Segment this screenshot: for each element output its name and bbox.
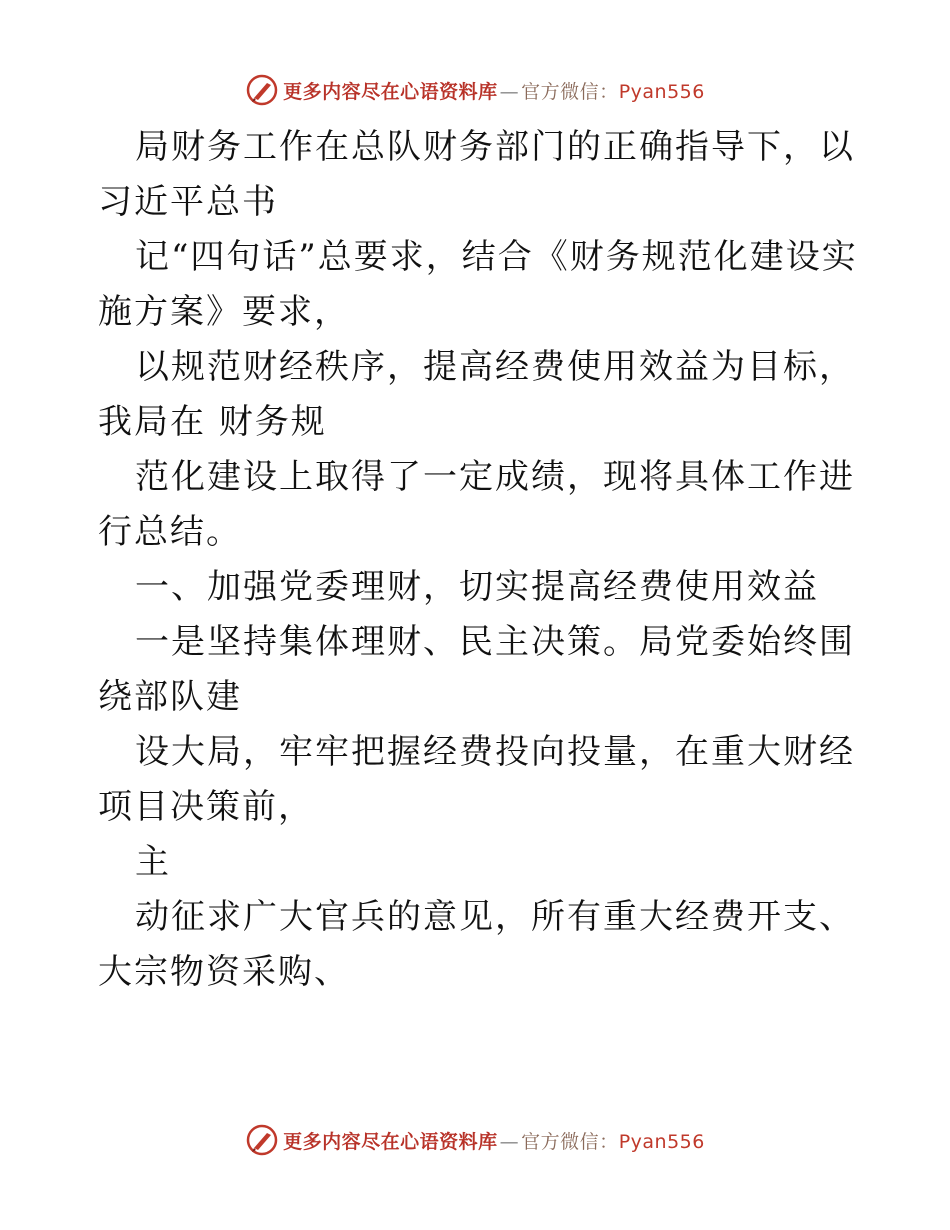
- banner-text: [283, 1127, 705, 1154]
- banner-main-text: 更多内容尽在心语资料库: [283, 1130, 498, 1153]
- paragraph: 动征求广大官兵的意见，所有重大经费开支、大宗物资采购、: [98, 897, 855, 992]
- paragraph: 主: [135, 842, 171, 882]
- banner-sub-text: 官方微信：: [521, 80, 619, 103]
- document-body: [98, 120, 858, 1000]
- banner-handle: Pyan556: [618, 80, 705, 103]
- banner-dash: —: [499, 80, 520, 103]
- paragraph: 以规范财经秩序，提高经费使用效益为目标，我局在 财务规: [98, 347, 855, 442]
- paragraph: 局财务工作在总队财务部门的正确指导下，以习近平总书: [98, 127, 855, 222]
- quill-pen-logo-icon: [245, 73, 279, 107]
- banner-sub-text: 官方微信：: [521, 1130, 619, 1153]
- section-heading: 一、加强党委理财，切实提高经费使用效益: [135, 567, 819, 607]
- footer-banner: [0, 1120, 950, 1160]
- header-banner: [0, 70, 950, 110]
- paragraph: 一是坚持集体理财、民主决策。局党委始终围绕部队建: [98, 622, 855, 717]
- banner-handle: Pyan556: [618, 1130, 705, 1153]
- paragraph: 记“四句话”总要求，结合《财务规范化建设实施方案》要求，: [98, 237, 858, 332]
- paragraph: 设大局，牢牢把握经费投向投量，在重大财经项目决策前，: [98, 732, 855, 827]
- quill-pen-logo-icon: [245, 1123, 279, 1157]
- banner-dash: —: [499, 1130, 520, 1153]
- banner-main-text: 更多内容尽在心语资料库: [283, 80, 498, 103]
- banner-text: [283, 77, 705, 104]
- paragraph: 范化建设上取得了一定成绩，现将具体工作进行总结。: [98, 457, 855, 552]
